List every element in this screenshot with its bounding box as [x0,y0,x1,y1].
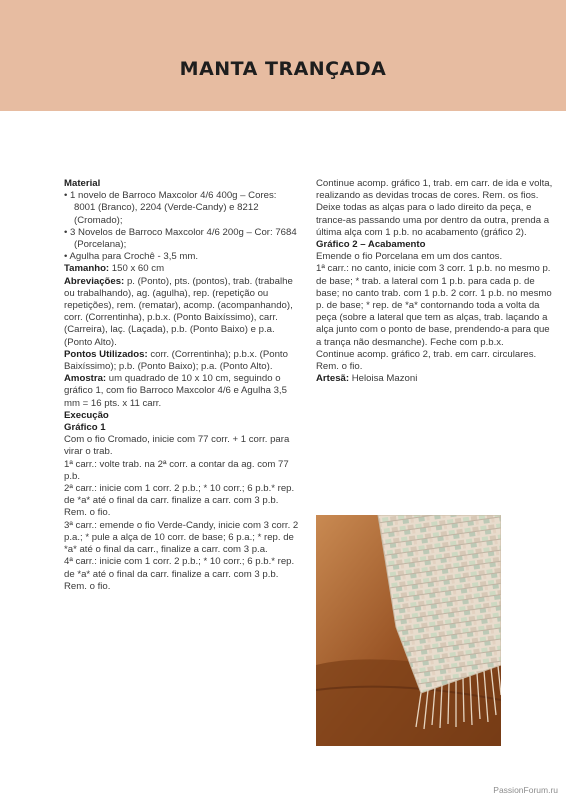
grafico1-line: 3ª carr.: emende o fio Verde-Candy, inicie com 3 corr. 2 p.a.; * pule a alça de 10 corr. de base; 6 p.a.; * rep. de *a* até o final da carr., finalize a carr. com 3 p.a. [64,519,299,556]
grafico1-line: Com o fio Cromado, inicie com 77 corr. + 1 corr. para virar o trab. [64,434,290,458]
tamanho-label: Tamanho: [64,263,110,275]
abreviacoes-text: p. (Ponto), pts. (pontos), trab. (trabalhe ou trabalhando), ag. (agulha), rep. (repetição ou repetições), rem. (rematar), acomp. (acompanhando), corr. (Correntinha), p.b.x. (Ponto Baixíssimo), carr. (Carreira), laç. (Laçada), p.b. (Ponto Baixo) e p.a. (Ponto Alto). [64,275,293,348]
pontos-paragraph [64,349,299,373]
amostra-text: um quadrado de 10 x 10 cm, seguindo o gráfico 1, com fio Barroco Maxcolor 4/6 e Agulha 3,5 mm = 16 pts. x 11 carr. [64,373,287,409]
page-title: MANTA TRANÇADA [179,58,387,80]
grafico1-line: 1ª carr.: volte trab. na 2ª corr. a contar da ag. com 77 p.b. [64,458,289,482]
amostra-label: Amostra: [64,373,107,385]
grafico2-line: Continue acomp. gráfico 2, trab. em carr. circulares. Rem. o fio. [316,348,537,373]
right-column [316,178,554,385]
tamanho-paragraph [64,263,299,275]
grafico1-heading: Gráfico 1 [64,422,106,434]
intro-line: Continue acomp. gráfico 1, trab. em carr. de ida e volta, realizando as devidas trocas de cores. Rem. os fios. [316,178,553,202]
tamanho-value: 150 x 60 cm [111,263,165,275]
blanket-photo-illustration [316,515,501,746]
blanket-photo [316,515,501,746]
execucao-heading: Execução [64,409,109,421]
grafico2-heading: Gráfico 2 – Acabamento [316,239,426,251]
grafico2-line: Emende o fio Porcelana em um dos cantos. [316,251,503,263]
artesa-value: Heloisa Mazoni [351,373,418,385]
intro-line: Deixe todas as alças para o lado direito da peça, e trance-as passando uma por dentro da outra, prenda a última alça com 1 p.b. no acabamento (gráfico 2). [316,202,550,238]
watermark: PassionForum.ru [493,785,558,795]
material-heading: Material [64,178,101,189]
artesa-label: Artesã: [316,373,350,385]
pontos-label: Pontos Utilizados: [64,348,148,360]
header-band [0,0,566,111]
grafico1-line: 4ª carr.: inicie com 1 corr. 2 p.b.; * 10 corr.; 6 p.b.* rep. de *a* até o final da carr. finalize a carr. com 3 p.b. Rem. o fio. [64,556,295,592]
amostra-paragraph [64,373,299,410]
material-item: • Agulha para Crochê - 3,5 mm. [64,251,299,263]
left-column [64,178,299,593]
pontos-text: corr. (Correntinha); p.b.x. (Ponto Baixíssimo); p.b. (Ponto Baixo); p.a. (Ponto Alto). [64,348,288,373]
artesa-paragraph [316,373,554,385]
material-item: • 3 Novelos de Barroco Maxcolor 4/6 200g – Cor: 7684 (Porcelana); [64,227,299,251]
material-item: • 1 novelo de Barroco Maxcolor 4/6 400g – Cores: 8001 (Branco), 2204 (Verde-Candy) e 8212 (Cromado); [64,190,299,227]
abreviacoes-paragraph [64,276,299,349]
material-list [64,190,299,263]
abreviacoes-label: Abreviações: [64,275,125,287]
grafico2-line: 1ª carr.: no canto, inicie com 3 corr. 1 p.b. no mesmo p. de base; * trab. a lateral com 1 p.b. para cada p. de base; no canto trab. com 1 p.b. 2 corr. 1 p.b. no mesmo p. de base; * rep. de *a* contornando toda a volta da peça (sobre a lateral que tem as alças, trab. laçando a alça junto com o ponto de base, prendendo-a para que a trança não desmanche). Feche com p.b.x. [316,263,552,348]
grafico1-line: 2ª carr.: inicie com 1 corr. 2 p.b.; * 10 corr.; 6 p.b.* rep. de *a* até o final da carr. finalize a carr. com 3 p.b. Rem. o fio. [64,483,295,519]
